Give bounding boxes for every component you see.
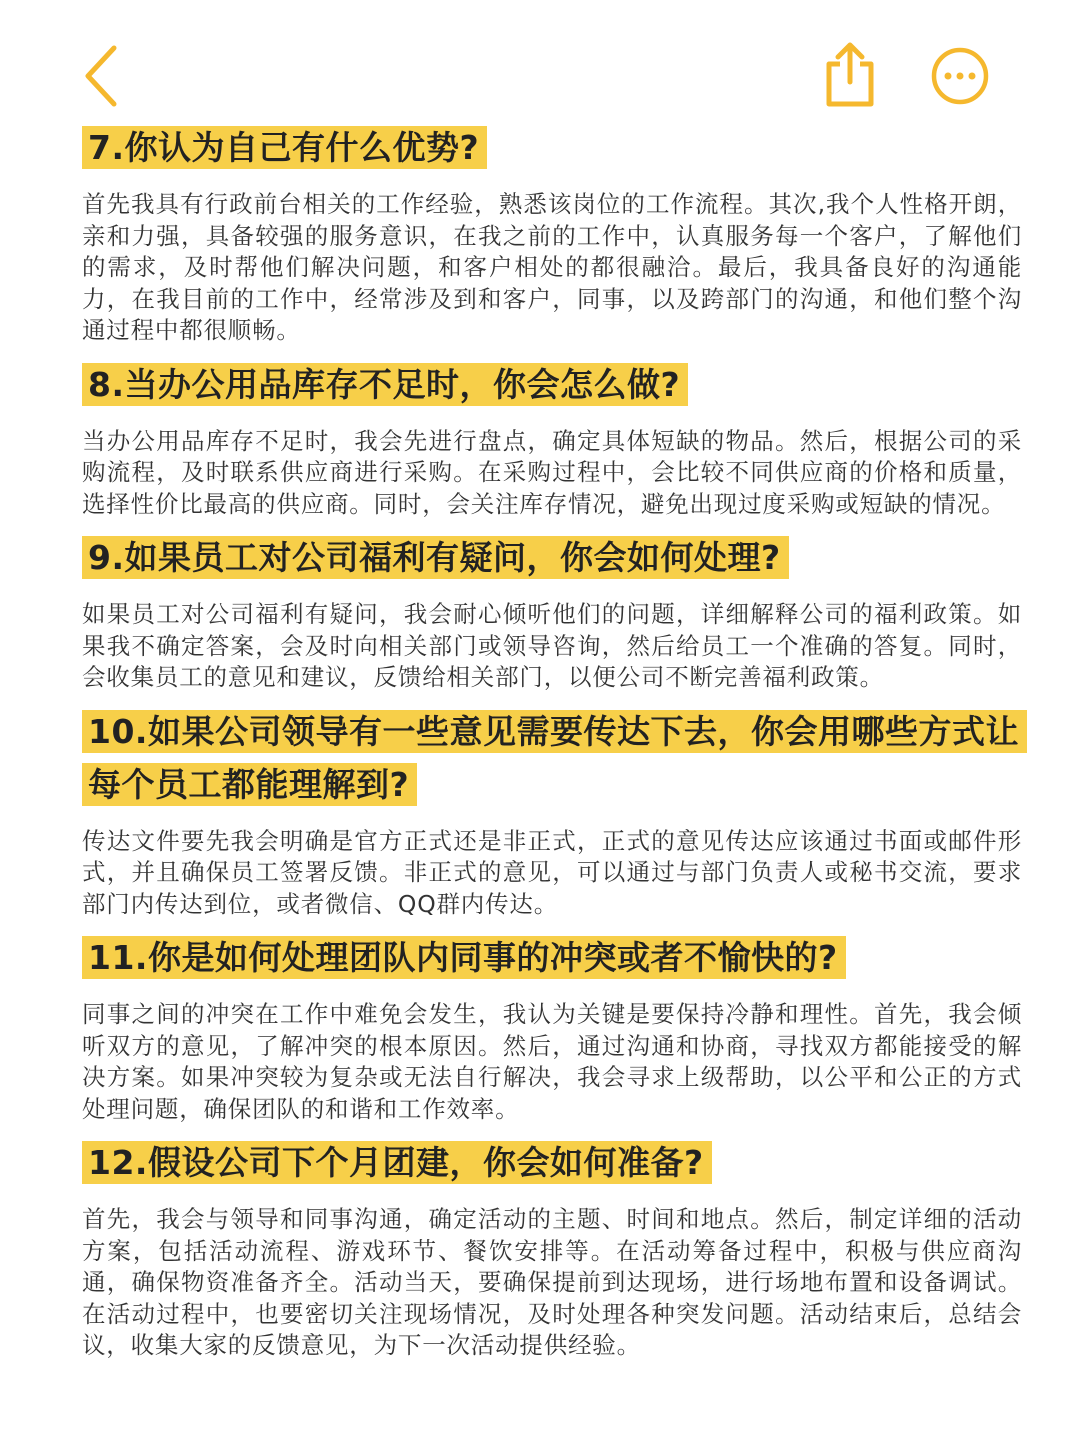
question-title: 12.假设公司下个月团建，你会如何准备? [82, 1141, 712, 1184]
question-section-11 [82, 934, 1042, 1125]
answer-text: 首先，我会与领导和同事沟通，确定活动的主题、时间和地点。然后，制定详细的活动方案，包括活动流程、游戏环节、餐饮安排等。在活动筹备过程中，积极与供应商沟通，确保物资准备齐全。活动当天，要确保提前到达现场，进行场地布置和设备调试。在活动过程中，也要密切关注现场情况，及时处理各种突发问题。活动结束后，总结会议，收集大家的反馈意见，为下一次活动提供经验。 [82, 1205, 1022, 1359]
more-dots-icon [930, 46, 990, 106]
back-button[interactable] [78, 42, 128, 110]
question-title: 11.你是如何处理团队内同事的冲突或者不愉快的? [82, 936, 846, 979]
more-options-button[interactable] [930, 46, 990, 106]
question-section-12 [82, 1139, 1042, 1362]
answer-text: 传达文件要先我会明确是官方正式还是非正式，正式的意见传达应该通过书面或邮件形式，并且确保员工签署反馈。非正式的意见，可以通过与部门负责人或秘书交流，要求部门内传达到位，或者微信、QQ群内传达。 [82, 826, 1022, 918]
top-navigation-bar [0, 0, 1080, 120]
chevron-left-icon [78, 42, 128, 110]
question-section-8 [82, 361, 1042, 521]
article-content [82, 124, 1042, 1376]
share-icon [818, 38, 882, 110]
question-section-10 [82, 708, 1042, 921]
answer-text: 同事之间的冲突在工作中难免会发生，我认为关键是要保持冷静和理性。首先，我会倾听双方的意见，了解冲突的根本原因。然后，通过沟通和协商，寻找双方都能接受的解决方案。如果冲突较为复杂或无法自行解决，我会寻求上级帮助，以公平和公正的方式处理问题，确保团队的和谐和工作效率。 [82, 1000, 1022, 1123]
answer-text: 当办公用品库存不足时，我会先进行盘点，确定具体短缺的物品。然后，根据公司的采购流程，及时联系供应商进行采购。在采购过程中，会比较不同供应商的价格和质量，选择性价比最高的供应商。同时，会关注库存情况，避免出现过度采购或短缺的情况。 [82, 426, 1022, 518]
question-title: 10.如果公司领导有一些意见需要传达下去，你会用哪些方式让每个员工都能理解到? [82, 710, 1027, 806]
question-title: 7.你认为自己有什么优势? [82, 126, 487, 169]
question-title: 8.当办公用品库存不足时，你会怎么做? [82, 363, 688, 406]
share-button[interactable] [818, 38, 882, 110]
question-section-9 [82, 534, 1042, 694]
question-title: 9.如果员工对公司福利有疑问，你会如何处理? [82, 536, 789, 579]
question-section-7 [82, 124, 1042, 347]
answer-text: 如果员工对公司福利有疑问，我会耐心倾听他们的问题，详细解释公司的福利政策。如果我不确定答案，会及时向相关部门或领导咨询，然后给员工一个准确的答复。同时，会收集员工的意见和建议，反馈给相关部门，以便公司不断完善福利政策。 [82, 600, 1022, 691]
answer-text: 首先我具有行政前台相关的工作经验，熟悉该岗位的工作流程。其次,我个人性格开朗，亲和力强，具备较强的服务意识，在我之前的工作中，认真服务每一个客户，了解他们的需求，及时帮他们解决问题，和客户相处的都很融洽。最后，我具备良好的沟通能力，在我目前的工作中，经常涉及到和客户，同事，以及跨部门的沟通，和他们整个沟通过程中都很顺畅。 [82, 190, 1022, 344]
